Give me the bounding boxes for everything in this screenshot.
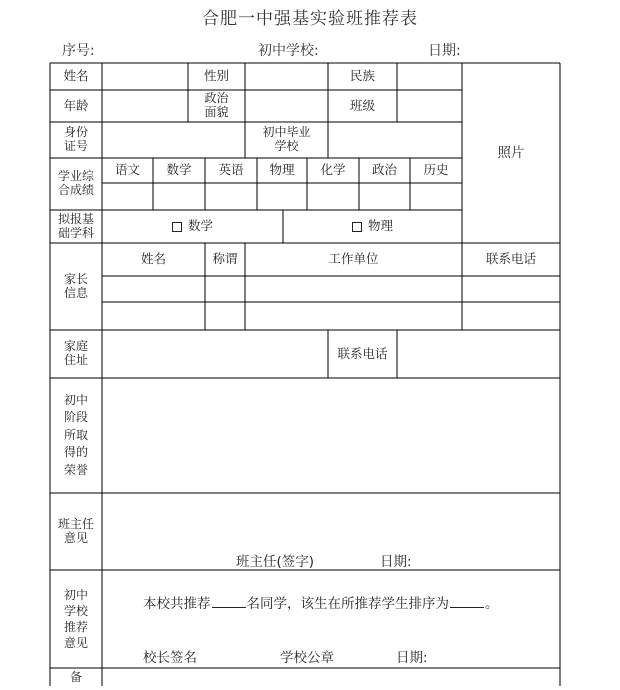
- subject-math: 数学: [166, 162, 192, 178]
- home-address-cell[interactable]: [102, 330, 328, 378]
- school-recommendation-label: 初中 学校 推荐 意见: [63, 587, 88, 651]
- subject-politics: 政治: [371, 162, 397, 178]
- form-title: 合肥一中强基实验班推荐表: [202, 9, 418, 29]
- principal-signature-label: 校长签名: [143, 650, 197, 666]
- address-phone-cell[interactable]: [397, 330, 560, 378]
- parent-phone-header: 联系电话: [485, 251, 536, 267]
- score-chemistry-cell[interactable]: [307, 183, 359, 210]
- score-history-cell[interactable]: [410, 183, 462, 210]
- option-math-label: 数学: [187, 218, 213, 234]
- junior-school-label: 初中学校:: [258, 43, 319, 59]
- recommendation-text-middle: 名同学，该生在所推荐学生排序为: [246, 596, 449, 612]
- school-seal-label: 学校公章: [280, 650, 334, 666]
- subject-history: 历史: [423, 162, 449, 178]
- id-number-value-cell[interactable]: [102, 122, 245, 158]
- gender-value-cell[interactable]: [245, 63, 328, 90]
- parent-name-header: 姓名: [140, 251, 166, 267]
- math-checkbox[interactable]: [172, 222, 182, 232]
- option-physics-label: 物理: [367, 218, 393, 234]
- serial-label: 序号:: [62, 43, 95, 59]
- gender-label: 性别: [203, 68, 229, 84]
- age-label: 年龄: [63, 97, 89, 113]
- ethnicity-label: 民族: [349, 68, 375, 84]
- age-value-cell[interactable]: [102, 90, 188, 122]
- recommendation-sentence: [143, 592, 499, 612]
- recommendation-text-after: 。: [485, 596, 499, 612]
- teacher-opinion-label: 班主任 意见: [57, 516, 94, 545]
- name-label: 姓名: [63, 68, 89, 84]
- subject-chinese: 语文: [114, 162, 140, 178]
- parent-row-1[interactable]: [102, 276, 560, 302]
- recommend-count-blank[interactable]: [212, 593, 246, 608]
- subject-chemistry: 化学: [320, 162, 346, 178]
- id-number-label: 身份 证号: [63, 125, 88, 153]
- recommendation-text-before: 本校共推荐: [143, 596, 211, 612]
- score-math-cell[interactable]: [153, 183, 205, 210]
- score-english-cell[interactable]: [205, 183, 257, 210]
- parent-relation-header: 称谓: [212, 251, 238, 267]
- honors-cell[interactable]: [102, 378, 560, 493]
- address-phone-label: 联系电话: [337, 345, 388, 361]
- home-address-label: 家庭 住址: [63, 339, 88, 367]
- score-physics-cell[interactable]: [257, 183, 307, 210]
- header-date-label: 日期:: [428, 43, 461, 59]
- parent-info-label: 家长 信息: [63, 271, 88, 300]
- teacher-signature-label: 班主任(签字): [236, 554, 315, 570]
- honors-label: 初中 阶段 所取 得的 荣誉: [63, 393, 88, 477]
- rank-blank[interactable]: [450, 593, 484, 608]
- parent-row-2[interactable]: [102, 302, 560, 330]
- subject-physics: 物理: [269, 162, 295, 178]
- name-value-cell[interactable]: [102, 63, 188, 90]
- subject-english: 英语: [218, 162, 244, 178]
- remarks-label: 备: [69, 670, 82, 684]
- option-physics[interactable]: [283, 210, 462, 243]
- class-value-cell[interactable]: [397, 90, 462, 122]
- teacher-opinion-cell[interactable]: [102, 493, 560, 570]
- score-politics-cell[interactable]: [359, 183, 410, 210]
- teacher-date-label: 日期:: [380, 554, 412, 570]
- photo-box: 照片: [497, 144, 525, 161]
- recommendation-date-label: 日期:: [396, 650, 428, 666]
- graduating-school-label: 初中毕业 学校: [262, 125, 311, 153]
- class-label: 班级: [349, 97, 375, 113]
- physics-checkbox[interactable]: [352, 222, 362, 232]
- option-math[interactable]: [102, 210, 283, 243]
- political-status-label: 政治 面貌: [204, 91, 229, 119]
- intended-subject-label: 拟报基 础学科: [57, 211, 94, 240]
- political-status-value-cell[interactable]: [245, 90, 328, 122]
- parent-work-header: 工作单位: [328, 251, 379, 267]
- remarks-cell[interactable]: [102, 668, 560, 686]
- score-chinese-cell[interactable]: [102, 183, 153, 210]
- graduating-school-value-cell[interactable]: [328, 122, 462, 158]
- grades-label: 学业综 合成绩: [57, 169, 94, 197]
- ethnicity-value-cell[interactable]: [397, 63, 462, 90]
